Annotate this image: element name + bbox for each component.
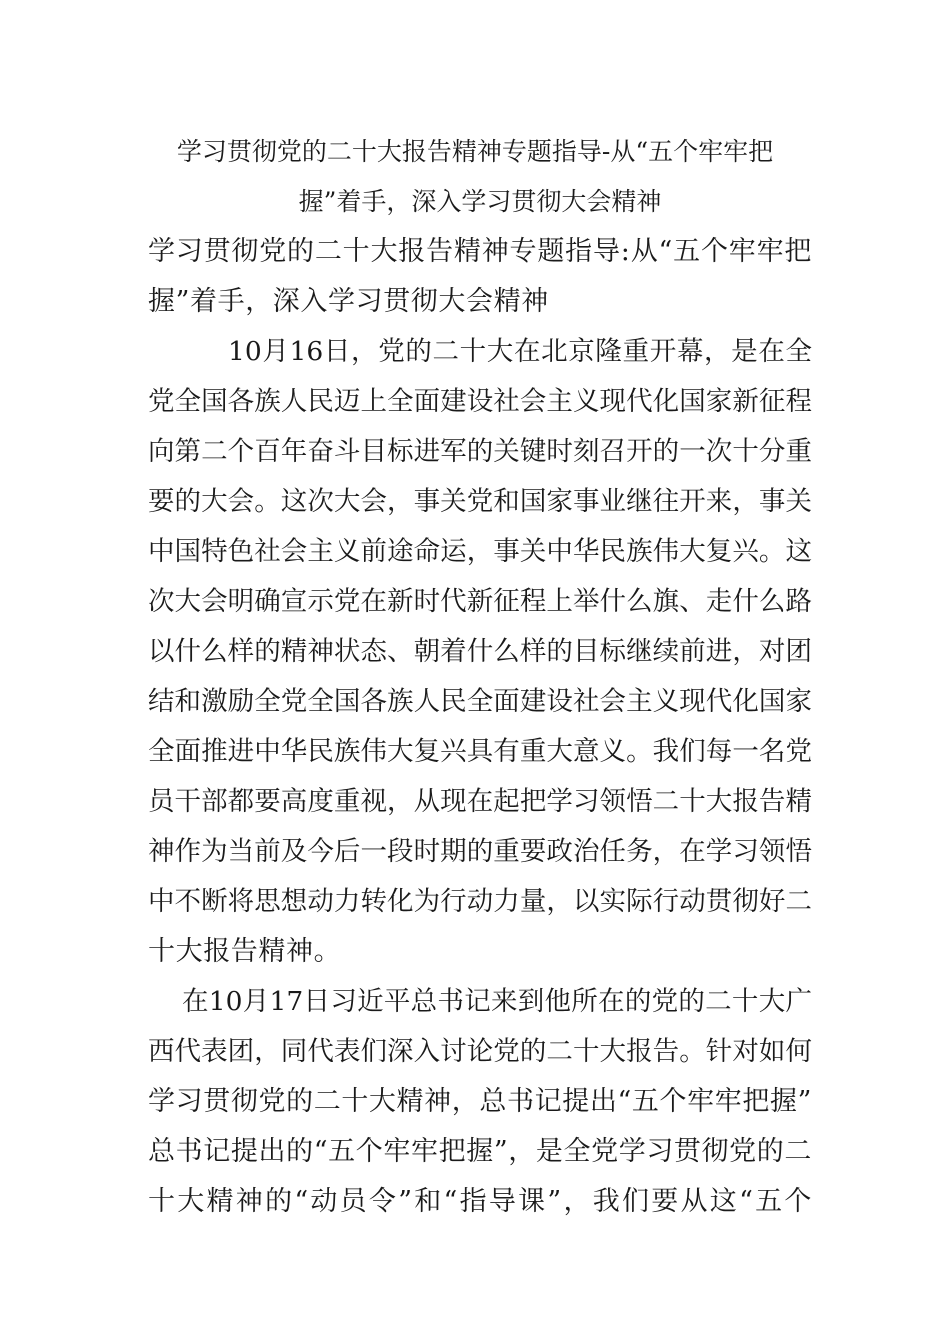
paragraph-1-line-8: 结和激励全党全国各族人民全面建设社会主义现代化国家 xyxy=(148,686,812,717)
subtitle-line-2: 握”着手，深入学习贯彻大会精神 xyxy=(148,286,549,317)
paragraph-1-line-4: 要的大会。这次大会，事关党和国家事业继往开来，事关 xyxy=(148,486,812,517)
subtitle-line-1: 学习贯彻党的二十大报告精神专题指导:从“五个牢牢把 xyxy=(148,236,812,267)
paragraph-1-line-5: 中国特色社会主义前途命运，事关中华民族伟大复兴。这 xyxy=(148,536,812,567)
paragraph-2-line-3: 学习贯彻党的二十大精神，总书记提出“五个牢牢把握” xyxy=(148,1086,812,1117)
document-title-line-1: 学习贯彻党的二十大报告精神专题指导-从“五个牢牢把 xyxy=(176,137,774,166)
paragraph-1-line-9: 全面推进中华民族伟大复兴具有重大意义。我们每一名党 xyxy=(148,736,812,767)
paragraph-1-line-1: 10月16日，党的二十大在北京隆重开幕，是在全 xyxy=(228,336,812,367)
paragraph-1-line-7: 以什么样的精神状态、朝着什么样的目标继续前进，对团 xyxy=(148,636,812,667)
paragraph-1-line-12: 中不断将思想动力转化为行动力量，以实际行动贯彻好二 xyxy=(148,886,812,917)
paragraph-2-line-2: 西代表团，同代表们深入讨论党的二十大报告。针对如何 xyxy=(148,1036,812,1067)
paragraph-1-line-10: 员干部都要高度重视，从现在起把学习领悟二十大报告精 xyxy=(148,786,812,817)
paragraph-1-line-2: 党全国各族人民迈上全面建设社会主义现代化国家新征程 xyxy=(148,386,812,417)
paragraph-1-line-6: 次大会明确宣示党在新时代新征程上举什么旗、走什么路 xyxy=(148,586,812,617)
paragraph-2-line-4: 总书记提出的“五个牢牢把握”，是全党学习贯彻党的二 xyxy=(148,1136,812,1167)
paragraph-1-line-13: 十大报告精神。 xyxy=(148,936,342,967)
paragraph-2-line-1: 在10月17日习近平总书记来到他所在的党的二十大广 xyxy=(182,986,812,1017)
document-title-line-2: 握”着手，深入学习贯彻大会精神 xyxy=(298,187,662,216)
paragraph-1-line-11: 神作为当前及今后一段时期的重要政治任务，在学习领悟 xyxy=(148,836,812,867)
paragraph-2-line-5: 十大精神的“动员令”和“指导课”，我们要从这“五个 xyxy=(148,1186,812,1217)
paragraph-1-line-3: 向第二个百年奋斗目标进军的关键时刻召开的一次十分重 xyxy=(148,436,812,467)
